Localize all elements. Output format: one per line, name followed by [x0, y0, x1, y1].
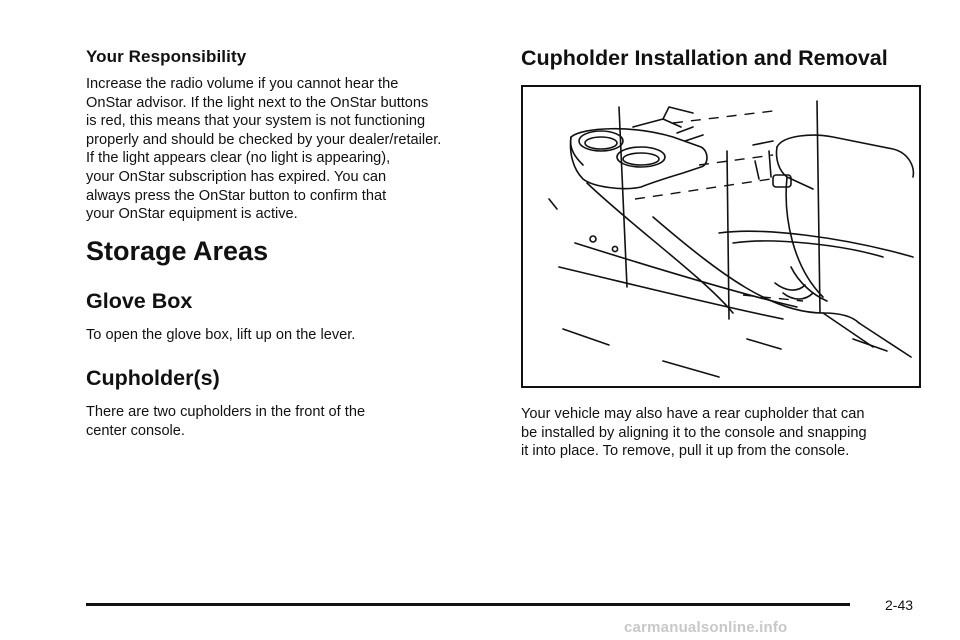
storage-areas-heading: Storage Areas	[86, 236, 269, 266]
text-line: it into place. To remove, pull it up from the console.	[521, 443, 850, 460]
your-responsibility-heading: Your Responsibility	[86, 47, 247, 66]
text-line: always press the OnStar button to confirm that	[86, 187, 387, 204]
your-responsibility-text	[86, 75, 441, 224]
text-line: your OnStar subscription has expired. You can	[86, 168, 387, 185]
watermark: carmanualsonline.info	[624, 619, 788, 636]
cupholder-console-icon	[523, 87, 919, 386]
text-line: center console.	[86, 422, 185, 439]
text-line: If the light appears clear (no light is appearing),	[86, 150, 391, 167]
text-line: OnStar advisor. If the light next to the OnStar buttons	[86, 94, 429, 111]
text-line: properly and should be checked by your dealer/retailer.	[86, 131, 442, 148]
footer-rule	[86, 603, 850, 606]
cupholders-heading: Cupholder(s)	[86, 366, 220, 390]
cupholder-installation-heading: Cupholder Installation and Removal	[521, 46, 888, 70]
text-line: Increase the radio volume if you cannot hear the	[86, 76, 399, 92]
glove-box-heading: Glove Box	[86, 289, 193, 313]
text-line: There are two cupholders in the front of the	[86, 404, 366, 420]
page-number: 2-43	[885, 597, 914, 613]
cupholder-installation-text	[521, 405, 867, 461]
cupholders-text	[86, 403, 365, 440]
text-line: is red, this means that your system is not functioning	[86, 113, 426, 130]
cupholder-console-illustration	[521, 85, 921, 388]
text-line: Your vehicle may also have a rear cupholder that can	[521, 406, 865, 422]
glove-box-text: To open the glove box, lift up on the lever.	[86, 327, 356, 343]
text-line: be installed by aligning it to the console and snapping	[521, 424, 867, 441]
text-line: your OnStar equipment is active.	[86, 206, 298, 223]
